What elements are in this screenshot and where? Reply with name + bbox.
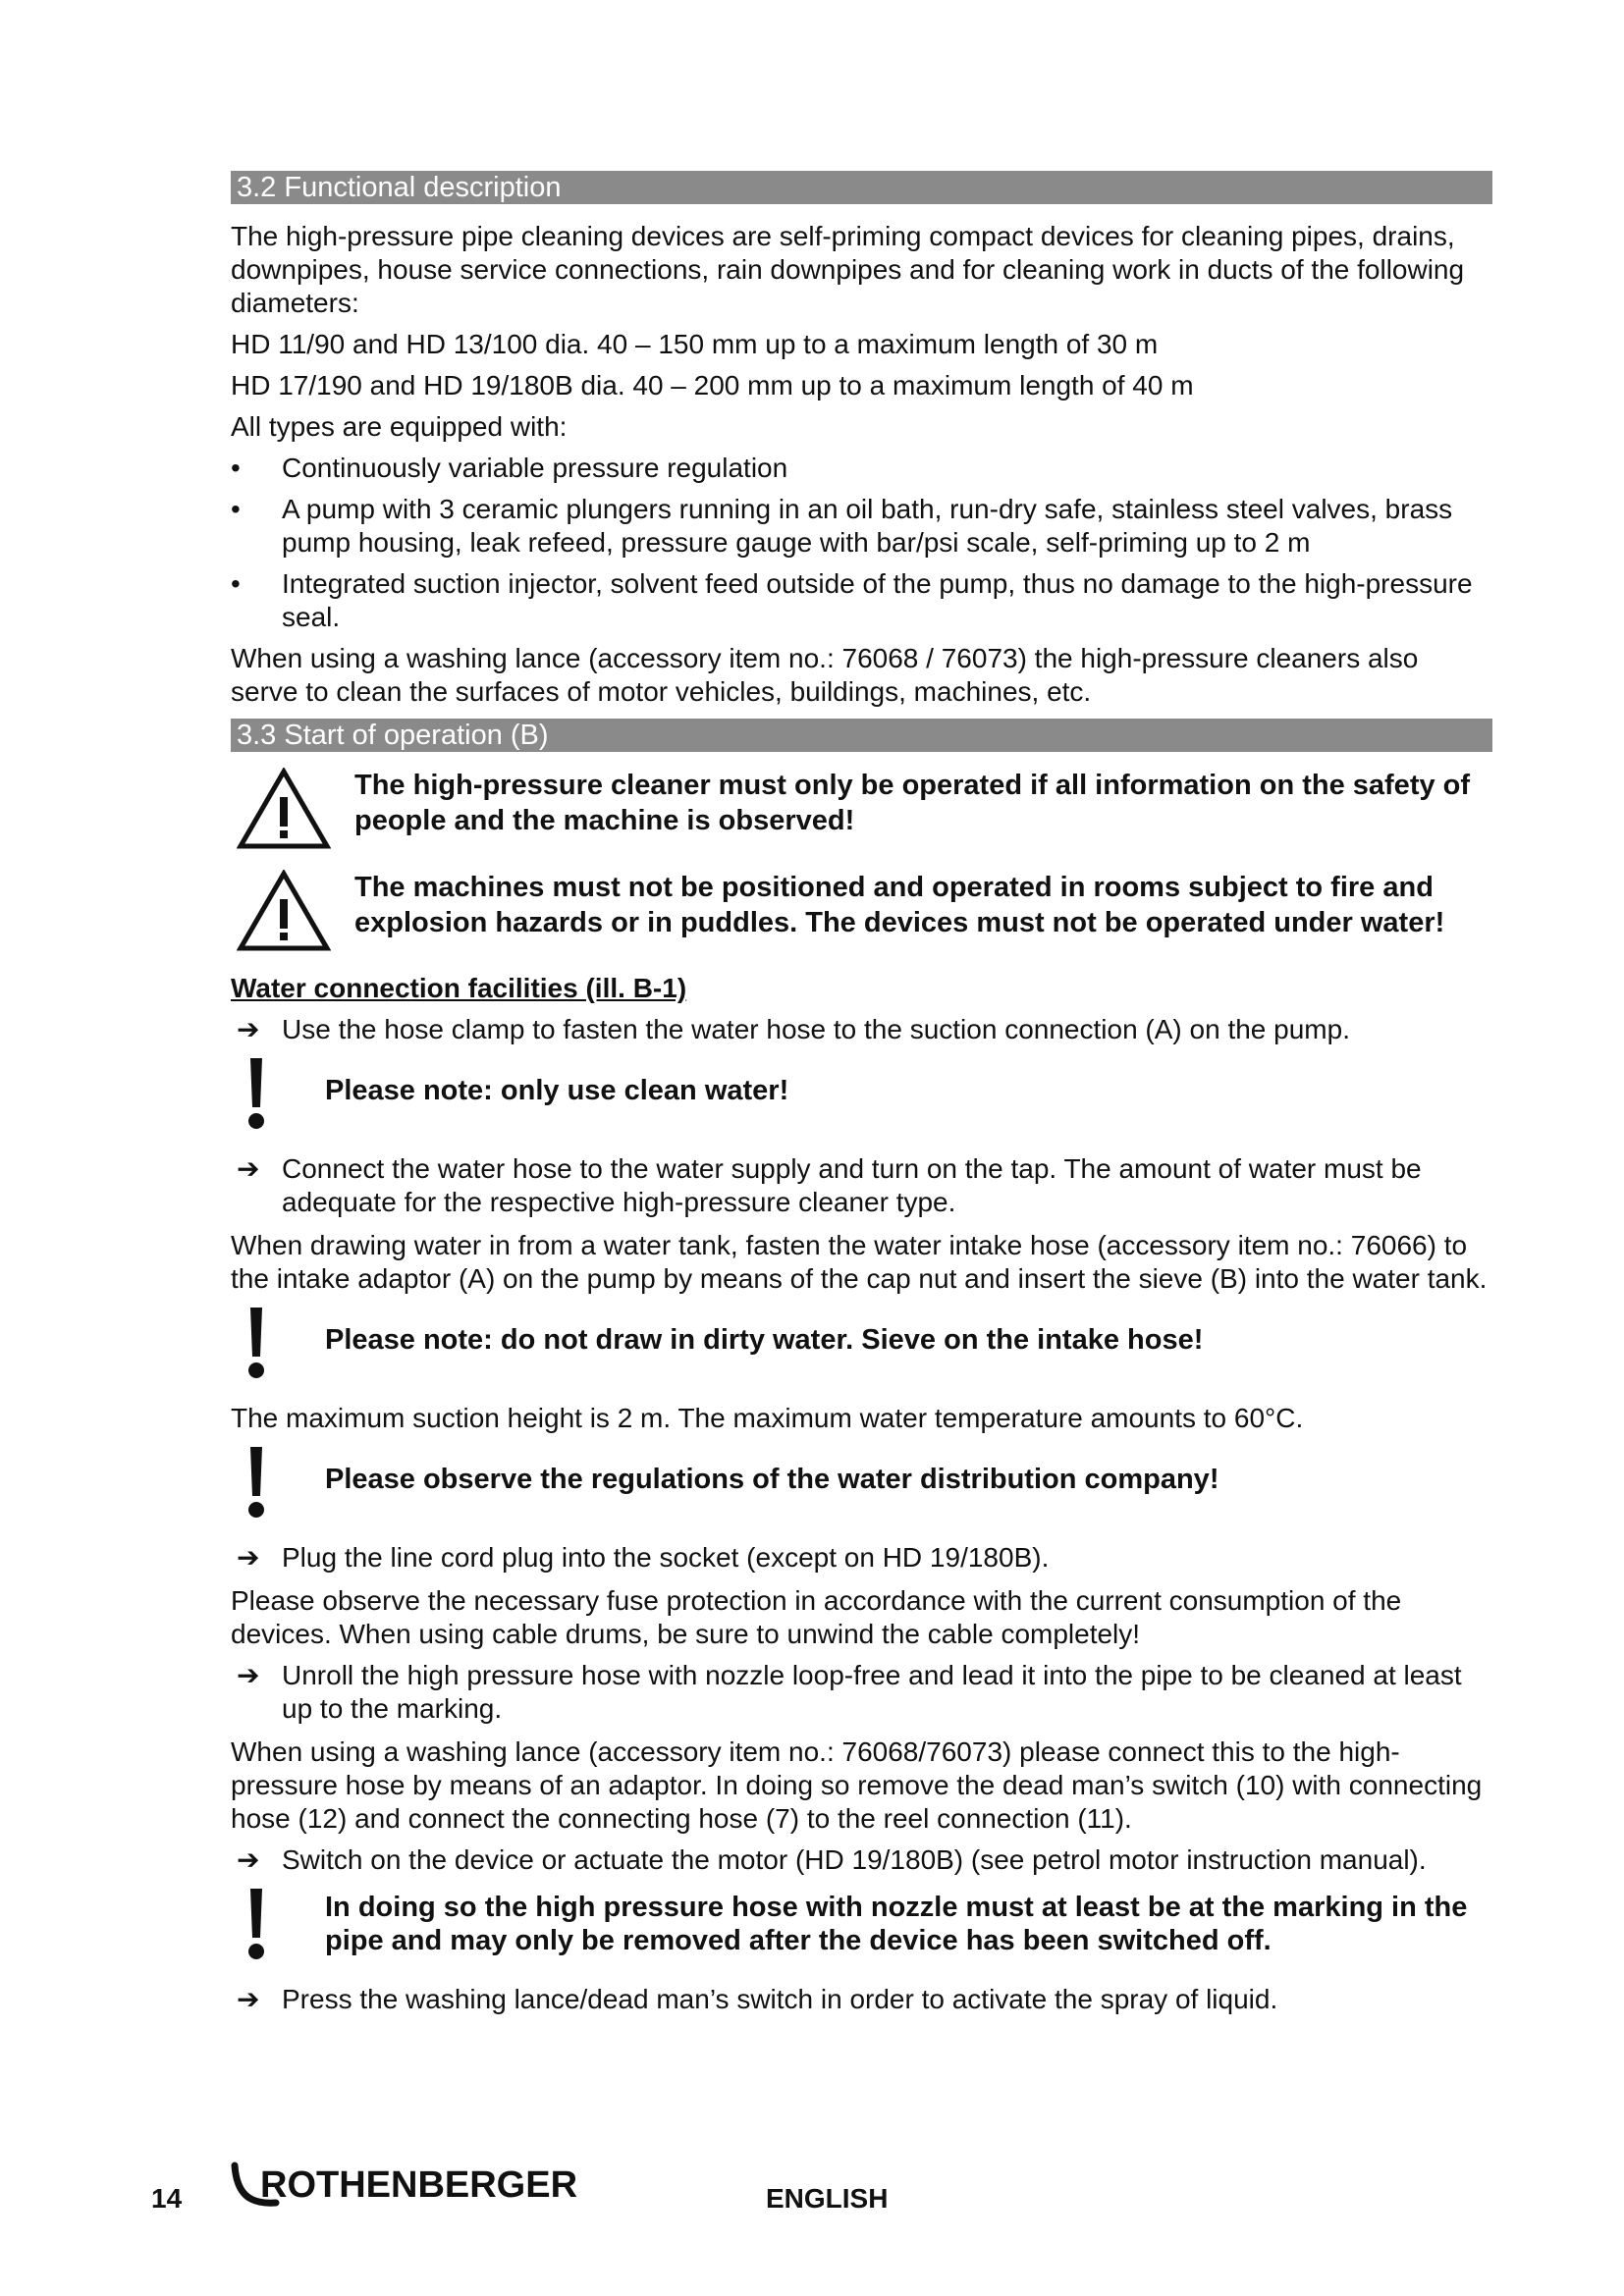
- instruction-step: ➔ Plug the line cord plug into the socket (except on HD 19/180B).: [237, 1542, 1050, 1573]
- arrow-right-icon: ➔: [237, 1542, 260, 1573]
- instruction-step: ➔ Switch on the device or actuate the motor (HD 19/180B) (see petrol motor instruction manual).: [237, 1844, 1427, 1875]
- bullet-icon: •: [231, 494, 241, 524]
- language-label: ENGLISH: [766, 2183, 889, 2214]
- subheading-water-connection: Water connection facilities (ill. B-1): [231, 973, 687, 1003]
- warning-triangle-icon: [231, 768, 354, 858]
- note-text: Please observe the regulations of the water distribution company!: [325, 1464, 1219, 1495]
- warning-block: [231, 768, 1492, 858]
- paragraph-lance-connect: When using a washing lance (accessory item no.: 76068/76073) please connect this to the high-pressure hose by means of an adaptor. In doing so remove the dead man’s switch (10) with connecting hose (12) and connect the connecting hose (7) to the reel connection (11).: [231, 1736, 1483, 1834]
- svg-text:ROTHENBERGER: ROTHENBERGER: [260, 2164, 578, 2206]
- note-block: [231, 1056, 1492, 1139]
- arrow-right-icon: ➔: [237, 1153, 260, 1184]
- list-item: • Continuously variable pressure regulation: [231, 453, 788, 483]
- exclamation-icon: [231, 1056, 325, 1139]
- note-text: In doing so the high pressure hose with nozzle must at least be at the marking in the pipe and may only be removed after the device has been switched off.: [325, 1892, 1468, 1956]
- warning-block: [231, 870, 1492, 960]
- exclamation-icon: [231, 1887, 325, 1969]
- arrow-right-icon: ➔: [237, 1844, 260, 1875]
- exclamation-icon: [231, 1306, 325, 1388]
- arrow-right-icon: ➔: [237, 1660, 260, 1690]
- warning-triangle-icon: [231, 870, 354, 960]
- paragraph-intro: The high-pressure pipe cleaning devices are self-priming compact devices for cleaning pipes, drains, downpipes, house service connections, rain downpipes and for cleaning work in ducts of the following diameters:: [231, 221, 1465, 318]
- paragraph-equipped: All types are equipped with:: [231, 411, 568, 442]
- page-footer: [0, 2160, 1624, 2238]
- feature-list: [231, 452, 1492, 634]
- bullet-icon: •: [231, 568, 241, 599]
- paragraph-suction-height: The maximum suction height is 2 m. The maximum water temperature amounts to 60°C.: [231, 1403, 1304, 1433]
- instruction-step: ➔ Press the washing lance/dead man’s switch in order to activate the spray of liquid.: [237, 1984, 1278, 2014]
- warning-text: The high-pressure cleaner must only be operated if all information on the safety of people and the machine is observed!: [354, 770, 1471, 836]
- note-text: Please note: do not draw in dirty water. Sieve on the intake hose!: [325, 1324, 1204, 1356]
- list-item: • Integrated suction injector, solvent feed outside of the pump, thus no damage to the high-pressure seal.: [231, 568, 1473, 632]
- warning-text: The machines must not be positioned and operated in rooms subject to fire and explosion hazards or in puddles. The devices must not be operated under water!: [354, 872, 1445, 938]
- bullet-icon: •: [231, 453, 241, 483]
- note-block: [231, 1887, 1492, 1969]
- rothenberger-logo: [231, 2160, 623, 2223]
- paragraph-hd17: HD 17/190 and HD 19/180B dia. 40 – 200 mm up to a maximum length of 40 m: [231, 370, 1194, 400]
- section-heading-functional-description: 3.2 Functional description: [231, 171, 1492, 204]
- paragraph-hd11: HD 11/90 and HD 13/100 dia. 40 – 150 mm up to a maximum length of 30 m: [231, 329, 1159, 359]
- instruction-step: ➔ Connect the water hose to the water supply and turn on the tap. The amount of water must be adequate for the respective high-pressure cleaner type.: [237, 1153, 1422, 1217]
- document-page: [231, 171, 1492, 2026]
- section-heading-start-of-operation: 3.3 Start of operation (B): [231, 719, 1492, 752]
- arrow-right-icon: ➔: [237, 1014, 260, 1044]
- exclamation-icon: [231, 1445, 325, 1527]
- instruction-step: ➔ Unroll the high pressure hose with nozzle loop-free and lead it into the pipe to be cleaned at least up to the marking.: [237, 1660, 1462, 1724]
- arrow-right-icon: ➔: [237, 1984, 260, 2014]
- instruction-step: ➔ Use the hose clamp to fasten the water hose to the suction connection (A) on the pump.: [237, 1014, 1350, 1044]
- paragraph-fuse: Please observe the necessary fuse protection in accordance with the current consumption of the devices. When using cable drums, be sure to unwind the cable completely!: [231, 1585, 1402, 1649]
- note-block: [231, 1445, 1492, 1527]
- list-item: • A pump with 3 ceramic plungers running in an oil bath, run-dry safe, stainless steel valves, brass pump housing, leak refeed, pressure gauge with bar/psi scale, self-priming up to 2 m: [231, 494, 1453, 558]
- page-number: 14: [151, 2183, 183, 2214]
- note-block: [231, 1306, 1492, 1388]
- paragraph-water-tank: When drawing water in from a water tank, fasten the water intake hose (accessory item no.: 76066) to the intake adaptor (A) on the pump by means of the cap nut and insert the sieve (B) into the water tank.: [231, 1230, 1488, 1294]
- note-text: Please note: only use clean water!: [325, 1075, 789, 1106]
- paragraph-washing-lance: When using a washing lance (accessory item no.: 76068 / 76073) the high-pressure cleaners also serve to clean the surfaces of motor vehicles, buildings, machines, etc.: [231, 643, 1419, 707]
